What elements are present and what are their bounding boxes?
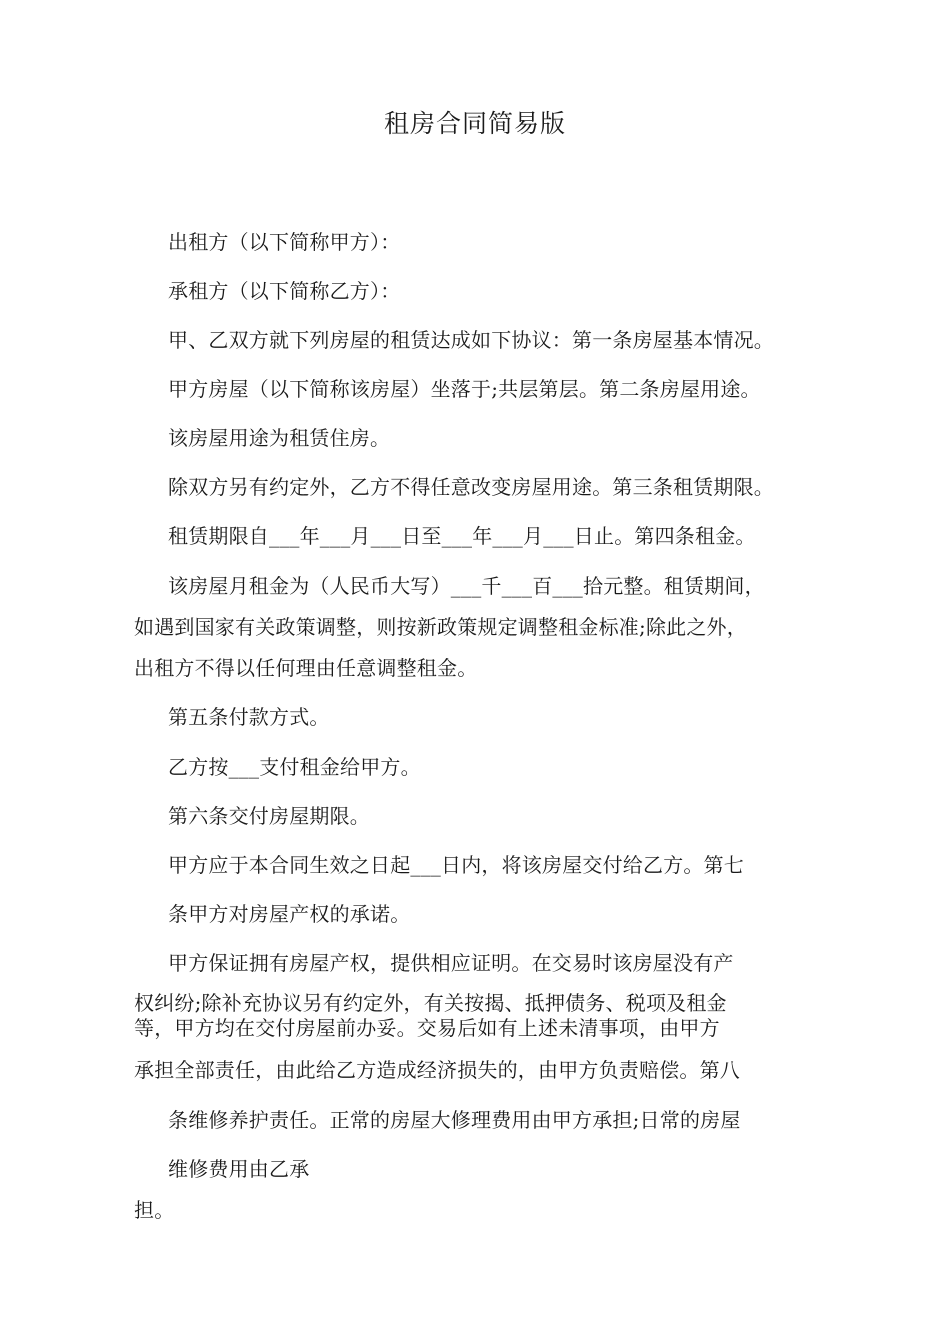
rent-line-3: 出租方不得以任何理由任意调整租金。 — [134, 656, 478, 680]
title-promise-heading: 条甲方对房屋产权的承诺。 — [168, 902, 411, 926]
payment-heading: 第五条付款方式。 — [168, 705, 330, 729]
delivery-line: 甲方应于本合同生效之日起___日内，将该房屋交付给乙方。第七 — [168, 853, 744, 877]
party-a-line: 出租方（以下简称甲方）： — [168, 230, 401, 254]
rent-line-1: 该房屋月租金为（人民币大写）___千___百___拾元整。租赁期间， — [168, 574, 765, 598]
title-promise-line-2: 权纠纷;除补充协议另有约定外，有关按揭、抵押债务、税项及租金 — [134, 991, 727, 1015]
use-restriction-line: 除双方另有约定外，乙方不得任意改变房屋用途。第三条租赁期限。 — [168, 475, 774, 499]
party-b-line: 承租方（以下简称乙方）： — [168, 279, 401, 303]
maintenance-line-2: 维修费用由乙承 — [168, 1157, 310, 1181]
agreement-line: 甲、乙双方就下列房屋的租赁达成如下协议：第一条房屋基本情况。 — [168, 328, 774, 352]
house-use-line: 该房屋用途为租赁住房。 — [168, 426, 391, 450]
maintenance-line-3: 担。 — [134, 1198, 175, 1222]
house-location-line: 甲方房屋（以下简称该房屋）坐落于;共层第层。第二条房屋用途。 — [168, 377, 761, 401]
delivery-heading: 第六条交付房屋期限。 — [168, 804, 370, 828]
lease-term-line: 租赁期限自___年___月___日至___年___月___日止。第四条租金。 — [168, 524, 756, 548]
payment-line: 乙方按___支付租金给甲方。 — [168, 755, 421, 779]
maintenance-line-1: 条维修养护责任。正常的房屋大修理费用由甲方承担;日常的房屋 — [168, 1108, 741, 1132]
document-title: 租房合同简易版 — [383, 109, 566, 138]
title-promise-line-3: 等，甲方均在交付房屋前办妥。交易后如有上述未清事项，由甲方 — [134, 1016, 720, 1040]
rent-line-2: 如遇到国家有关政策调整，则按新政策规定调整租金标准;除此之外， — [134, 615, 747, 639]
title-promise-line-1: 甲方保证拥有房屋产权，提供相应证明。在交易时该房屋没有产 — [168, 951, 734, 975]
title-promise-line-4: 承担全部责任，由此给乙方造成经济损失的，由甲方负责赔偿。第八 — [134, 1058, 740, 1082]
